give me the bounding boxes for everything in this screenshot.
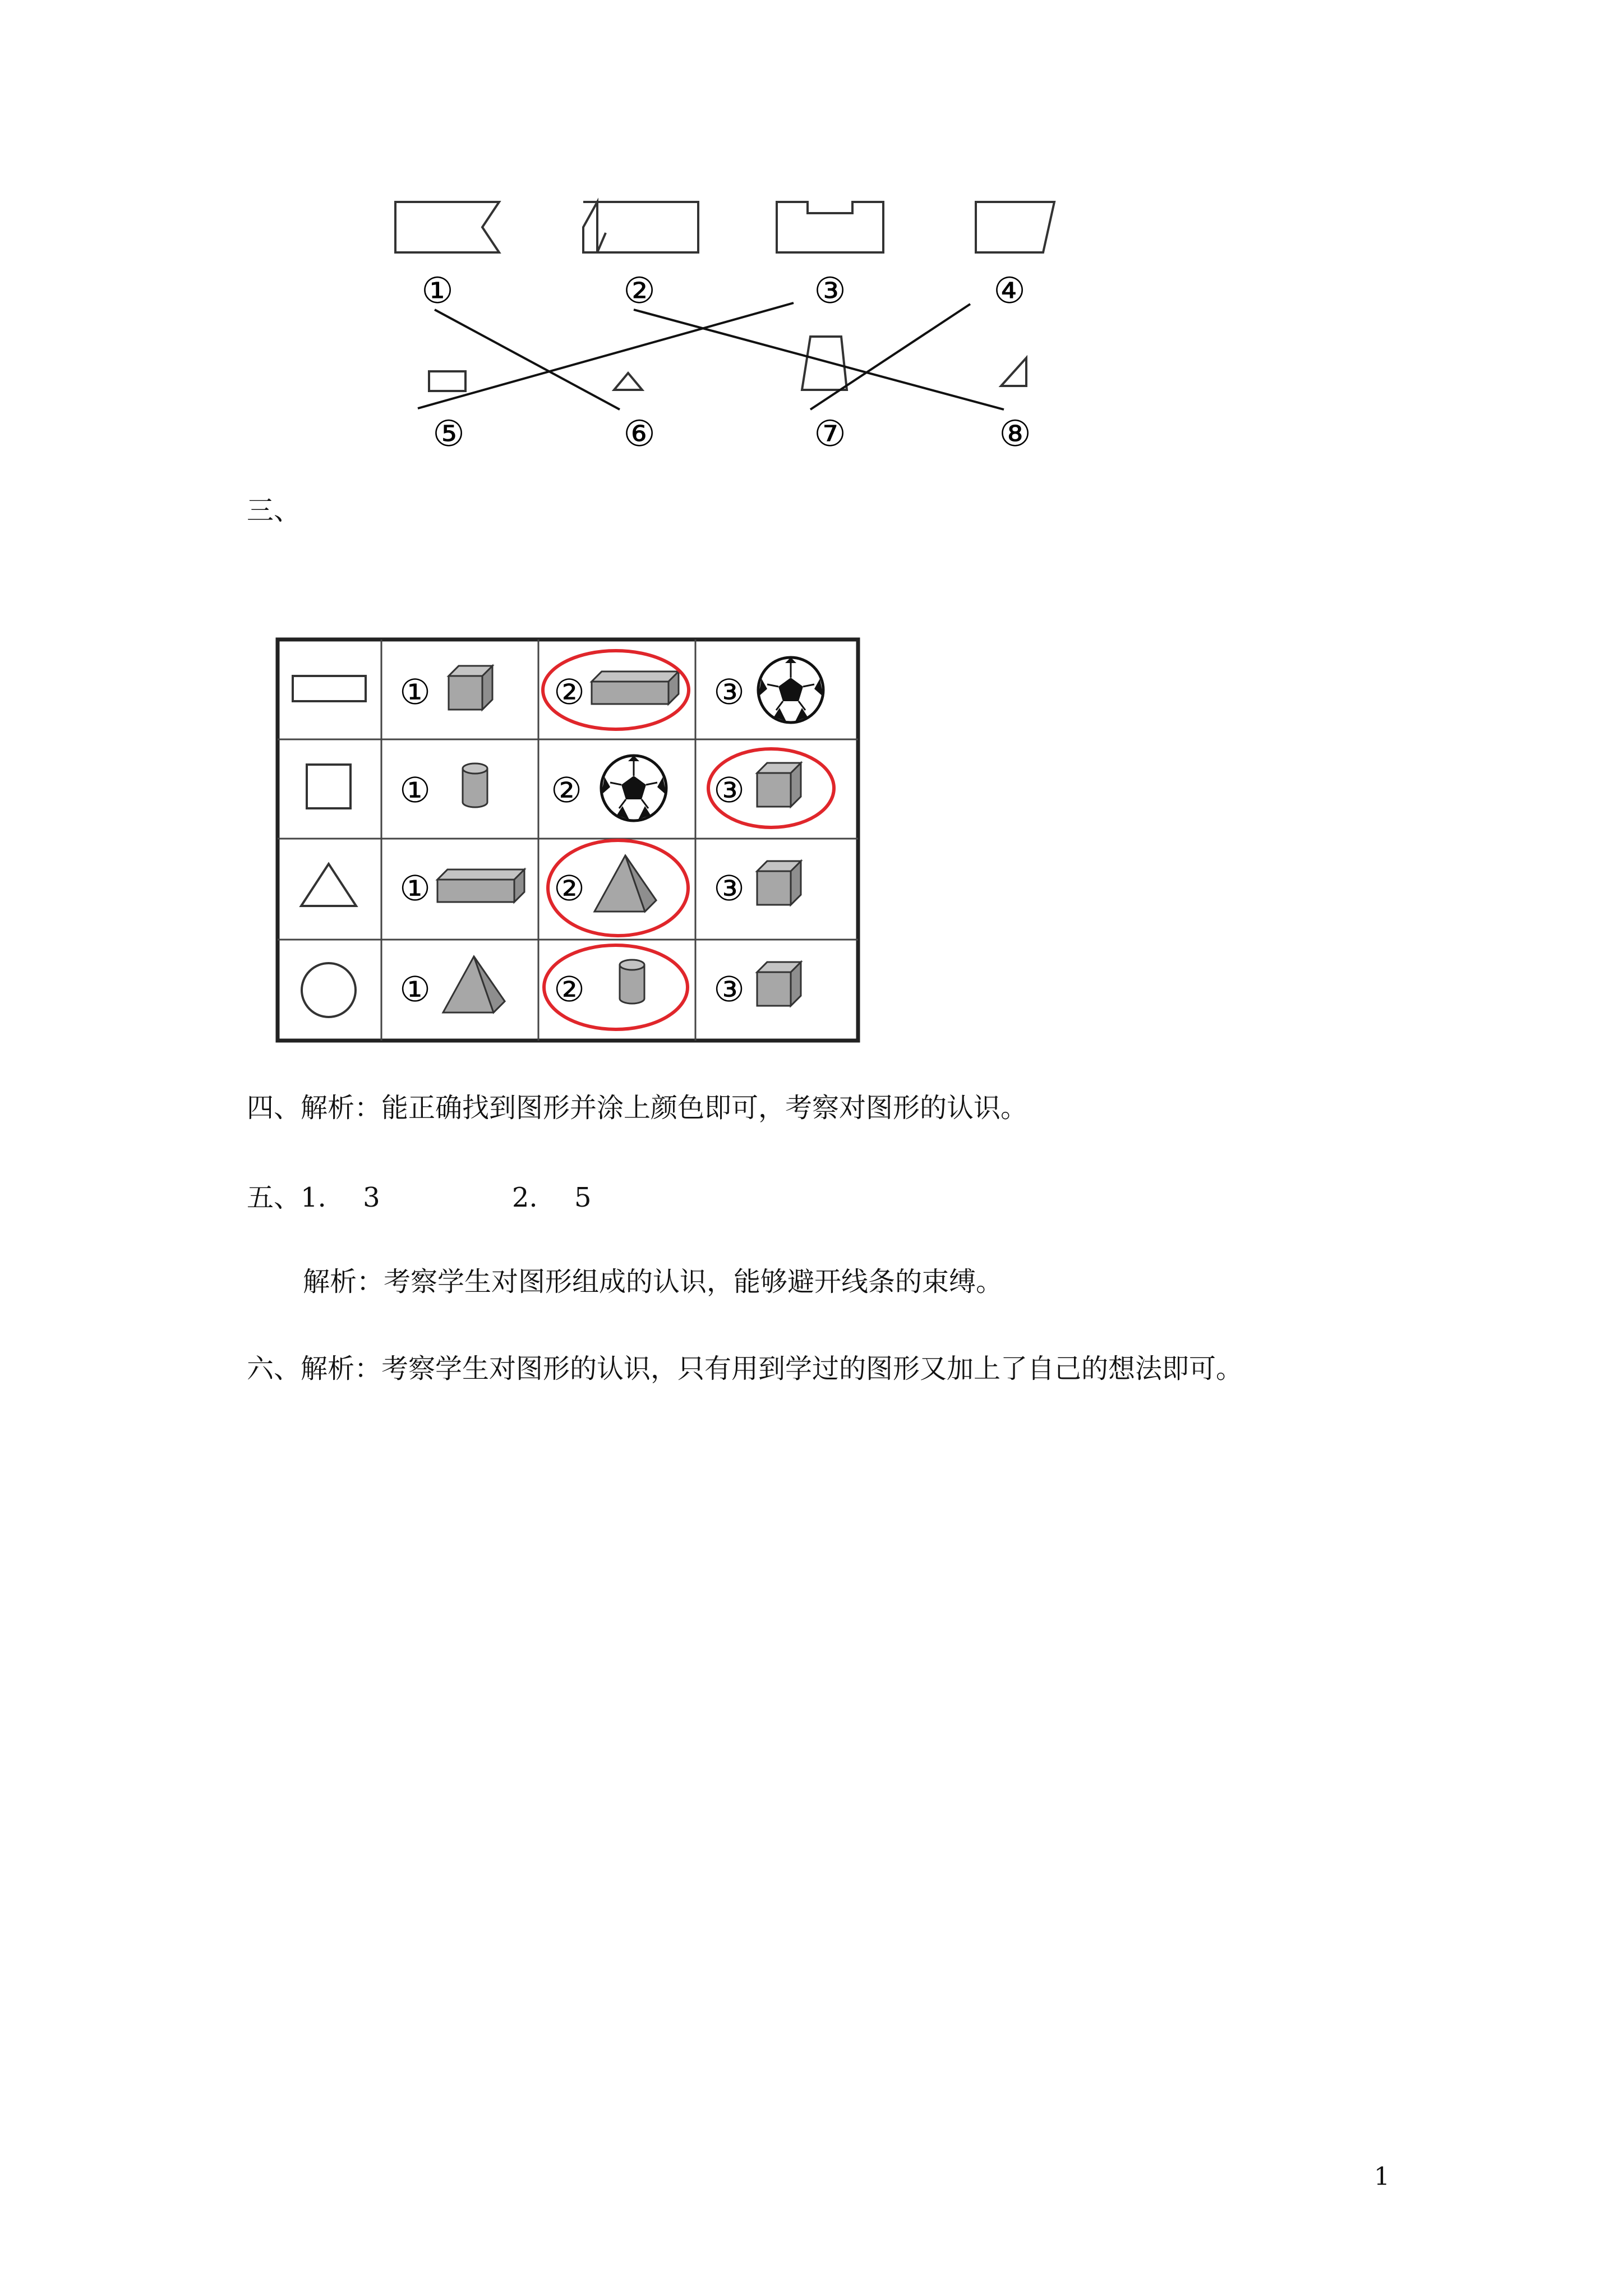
section-4-text: 四、解析：能正确找到图形并涂上颜色即可，考察对图形的认识。 — [247, 1092, 1028, 1124]
label-bottom-7: ⑦ — [814, 413, 846, 455]
label-bottom-5: ⑤ — [432, 413, 465, 455]
option-number: ② — [554, 868, 585, 909]
cuboid-icon — [437, 869, 524, 902]
label-bottom-8: ⑧ — [999, 413, 1031, 455]
option-number: ③ — [713, 770, 745, 811]
option-number: ② — [554, 671, 585, 712]
label-bottom-6: ⑥ — [623, 413, 656, 455]
cylinder-icon — [463, 763, 487, 807]
shapes-answer-table — [275, 637, 861, 1043]
option-number: ③ — [713, 868, 745, 909]
shape-2-cut-rectangle — [583, 202, 698, 252]
shape-7-trapezoid — [802, 337, 847, 390]
option-number: ② — [554, 969, 585, 1010]
soccer-ball-icon — [601, 756, 666, 821]
option-number: ① — [399, 868, 431, 909]
label-top-2: ② — [623, 270, 656, 312]
shape-1-notched-rectangle — [395, 202, 499, 252]
cuboid-icon — [592, 671, 679, 704]
item-2-value: 5 — [574, 1182, 592, 1213]
section-5-prefix: 五、 — [247, 1182, 301, 1213]
soccer-ball-icon — [758, 657, 823, 723]
cylinder-icon — [620, 960, 644, 1004]
section-6-text: 六、解析：考察学生对图形的认识，只有用到学过的图形又加上了自己的想法即可。 — [247, 1353, 1243, 1384]
cube-icon — [757, 861, 801, 905]
section-5-answers — [247, 1181, 592, 1214]
item-2-label: 2. — [511, 1182, 538, 1213]
shape-6-small-triangle — [614, 373, 642, 390]
cube-icon — [757, 962, 801, 1006]
cube-icon — [757, 763, 801, 807]
label-top-3: ③ — [814, 270, 846, 312]
shape-5-small-rectangle — [429, 371, 465, 391]
option-number: ③ — [713, 969, 745, 1010]
shape-8-small-right-triangle — [1001, 358, 1026, 386]
shape-4-parallelogram — [976, 202, 1054, 252]
item-1-label: 1. — [301, 1182, 326, 1213]
match-line-3-5 — [418, 303, 794, 408]
item-1-value: 3 — [363, 1182, 380, 1213]
cube-icon — [449, 666, 492, 710]
option-number: ② — [551, 770, 582, 811]
page-number: 1 — [1374, 2162, 1390, 2191]
section-3-label: 三、 — [247, 495, 301, 526]
option-number: ① — [399, 671, 431, 712]
match-line-2-8 — [634, 310, 1004, 409]
option-number: ① — [399, 770, 431, 811]
option-number: ③ — [713, 671, 745, 712]
label-top-4: ④ — [993, 270, 1026, 312]
label-top-1: ① — [421, 270, 454, 312]
option-number: ① — [399, 969, 431, 1010]
shape-matching-figure — [359, 180, 1110, 460]
section-5-analysis: 解析：考察学生对图形组成的认识，能够避开线条的束缚。 — [303, 1266, 1003, 1297]
shape-3-notched-rectangle — [777, 202, 883, 252]
